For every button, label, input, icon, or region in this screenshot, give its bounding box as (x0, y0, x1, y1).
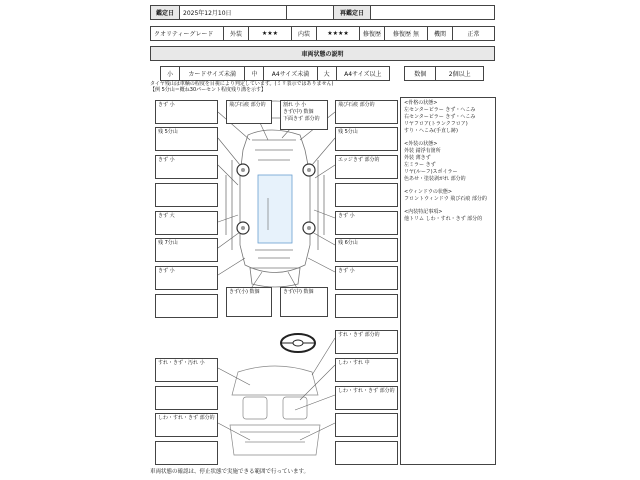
trunk-lines (255, 250, 293, 258)
notes-frame-line: 右センターピラー きず・へこみ (404, 114, 476, 120)
inspection-date-value: 2025年12月10日 (180, 6, 287, 20)
callout-left-front-door: きず 小 (155, 155, 218, 179)
callout-left-quarter: きず 小 (155, 266, 218, 290)
notes-frame-line: すり・へこみ(手直し跡) (404, 128, 458, 134)
callout-right-rear-door: きず 小 (335, 211, 398, 235)
repair-history-label: 修復歴 (360, 27, 385, 41)
interior-diagram (230, 366, 320, 455)
size-small-value: カードサイズ未満 (180, 67, 245, 81)
notes-exterior-line: 外装 錆浮有箇所 (404, 148, 441, 154)
rear-view (250, 268, 300, 287)
quality-grade-label: クオリティーグレード (151, 27, 224, 41)
notes-special-section (404, 209, 492, 223)
callout-interior-left-empty (155, 386, 218, 410)
callout-left-rear-tire: 残 7分山 (155, 238, 218, 262)
callout-interior-left-empty-2 (155, 441, 218, 465)
exterior-rating: ★★★ (249, 27, 292, 41)
notes-special-line: 他トリム しわ・すれ・きず 部分的 (404, 216, 483, 222)
callout-rear-bumper-right: きず(中) 数個 (280, 287, 328, 317)
callout-interior-left-mid: すれ・きず・汚れ 小 (155, 358, 218, 382)
callout-right-empty-1 (335, 294, 398, 318)
callout-windshield (280, 100, 328, 130)
tire-note-line-1: タイヤ残山は車輌の程度を目視により判定しています。(ミリ表示ではありません) (150, 81, 334, 87)
size-medium-value: A4サイズ未満 (264, 67, 317, 81)
callout-windshield-line-3: 下面きず 部分的 (283, 116, 320, 122)
callout-left-empty-1 (155, 183, 218, 207)
interior-label: 内装 (292, 27, 317, 41)
notes-exterior-line: 色あせ・塗装剥がれ 部分的 (404, 176, 466, 182)
callout-windshield-line-2: きず(中) 数個 (283, 109, 314, 115)
notes-window-title: <ウィンドウの状態> (404, 189, 453, 195)
notes-window-section (404, 189, 492, 203)
car-cabin (258, 175, 292, 243)
size-medium-label: 中 (245, 67, 264, 81)
count-value: 2個以上 (436, 67, 484, 81)
notes-exterior-section (404, 141, 492, 183)
notes-window-line: フロントウィンドウ 飛び石痕 部分的 (404, 196, 487, 202)
notes-panel (400, 97, 496, 465)
notes-exterior-line: リヤ(ルーフ)スポイラー (404, 169, 458, 175)
callout-right-front-tire: 残 5分山 (335, 127, 398, 151)
hood-lines (252, 140, 296, 160)
inspection-date-label: 鑑定日 (151, 6, 180, 20)
callout-front-left-tire: 残 5分山 (155, 127, 218, 151)
callout-right-fender: エッジきず 部分的 (335, 155, 398, 179)
callout-interior-left-lower: しわ・すれ・きず 部分的 (155, 413, 218, 437)
notes-exterior-line: 左ミラー きず (404, 162, 436, 168)
callout-bonnet: 飛び石痕 部分的 (226, 100, 272, 124)
tire-note-line-2: 【例 5分山＝概ね30パーセント程度残り溝を示す】 (150, 87, 267, 93)
callout-right-front-door (335, 183, 398, 207)
repair-history-value: 修復歴 無 (385, 27, 428, 41)
count-label: 数個 (405, 67, 436, 81)
steering-wheel-icon (281, 334, 315, 352)
notes-frame-title: <骨格の状態> (404, 100, 438, 106)
notes-special-title: <内装特記事項> (404, 209, 443, 215)
callout-rear-bumper-left: きず(小) 数個 (226, 287, 272, 317)
callout-interior-right-lower: しわ・すれ・きず 部分的 (335, 386, 398, 410)
meter-value: 正常 (453, 27, 495, 41)
callout-windshield-line-1: 割れ 小 小 (283, 102, 307, 108)
callout-left-empty-2 (155, 294, 218, 318)
callout-front-right-top: 飛び石痕 部分的 (335, 100, 398, 124)
callout-left-rear-door: きず 大 (155, 211, 218, 235)
callout-right-quarter: きず 小 (335, 266, 398, 290)
callout-interior-right-empty-2 (335, 441, 398, 465)
size-large-value: A4サイズ以上 (336, 67, 389, 81)
callout-interior-right-mid: しわ・すれ 中 (335, 358, 398, 382)
notes-frame-line: 左センターピラー きず・へこみ (404, 107, 476, 113)
condition-title: 車両状態の説明 (151, 47, 495, 61)
meter-label: 機関 (428, 27, 453, 41)
footer-note: 車両状態の確認は、停止状態で実施できる範囲で行っています。 (150, 469, 310, 475)
interior-rating: ★★★★ (317, 27, 360, 41)
exterior-label: 外装 (224, 27, 249, 41)
notes-exterior-title: <外装の状態> (404, 141, 438, 147)
size-large-label: 大 (317, 67, 336, 81)
callout-front-left-top: きず 小 (155, 100, 218, 124)
reinspection-label: 再鑑定日 (334, 6, 371, 20)
notes-exterior-line: 外装 薄きず (404, 155, 431, 161)
notes-frame-section (404, 100, 492, 135)
callout-interior-right-empty-1 (335, 413, 398, 437)
notes-frame-line: リヤフロア(トランクフロア) (404, 121, 468, 127)
callout-right-rear-tire: 残 6分山 (335, 238, 398, 262)
size-small-label: 小 (161, 67, 180, 81)
callout-interior-right-top: すれ・きず 部分的 (335, 330, 398, 354)
